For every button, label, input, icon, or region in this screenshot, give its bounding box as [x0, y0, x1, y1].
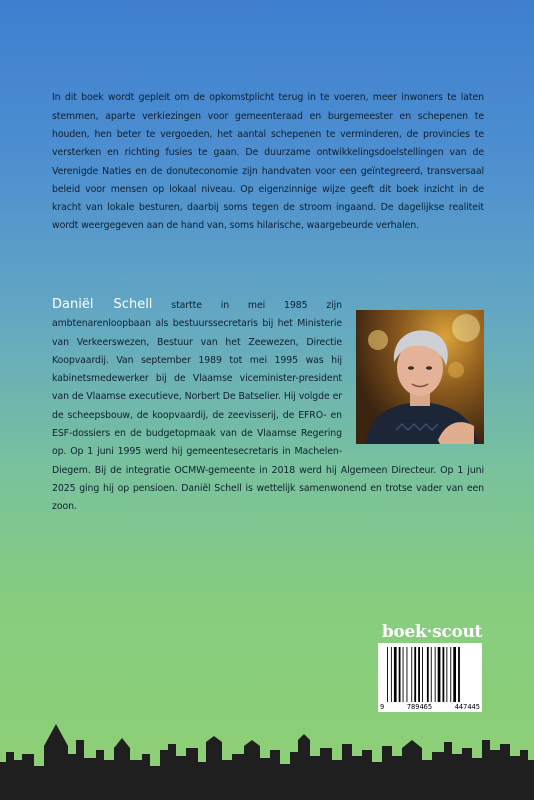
author-name: Daniël Schell [52, 297, 153, 312]
author-bio [52, 296, 484, 517]
barcode-bar [458, 647, 460, 702]
author-portrait [356, 310, 484, 444]
barcode-bar [438, 647, 441, 702]
blurb-text: In dit boek wordt gepleit om de opkomstplicht terug in te voeren, meer inwoners te laten stemmen, aparte verkiezingen voor gemeenteraad en burgemeester en schepenen te houden, hen beter te vergoeden, het aantal schepenen te verminderen, de provincies te versterken en richting fusies te gaan. De duurzame ontwikkelingsdoelstellingen van de Verenigde Naties en de donuteconomie zijn handvaten voor een geïntegreerd, transversaal beleid voor mensen op lokaal niveau. Op eigenzinnige wijze geeft dit boek inzicht in de kracht van lokale besturen, daarbij soms tegen de stroom ingaand. De dagelijkse realiteit wordt weergegeven aan de hand van, soms hilarische, waargebeurde verhalen. [52, 92, 484, 232]
barcode-bar [422, 647, 423, 702]
publisher-logo: boek·scout [381, 622, 483, 642]
barcode-bar [394, 647, 397, 702]
barcode-bar [411, 647, 412, 702]
isbn-barcode [378, 643, 482, 712]
barcode-right-digits: 447445 [454, 703, 480, 711]
barcode-bar [453, 647, 456, 702]
author-portrait-icon [356, 310, 484, 444]
barcode-bar [387, 647, 388, 702]
barcode-bar [446, 647, 447, 702]
barcode-bar [427, 647, 429, 702]
barcode-bar [443, 647, 445, 702]
barcode-bar [431, 647, 432, 702]
barcode-bar [391, 647, 392, 702]
barcode-bar [407, 647, 408, 702]
barcode-first-digit: 9 [380, 703, 385, 711]
city-skyline-silhouette-icon [0, 710, 534, 800]
barcode-bar [435, 647, 436, 702]
barcode-bar [450, 647, 451, 702]
barcode-icon [387, 647, 477, 702]
barcode-bar [403, 647, 404, 702]
barcode-left-digits: 789465 [406, 703, 433, 711]
barcode-bar [399, 647, 401, 702]
barcode-bar [414, 647, 416, 702]
author-bio-text: startte in mei 1985 zijn ambtenarenloopbaan als bestuurssecretaris bij het Ministerie van Verkeerswezen, Bestuur van het Zeewezen, Directie Koopvaardij. Van september 1989 tot mei 1995 was hij kabinetsmedewerker bij de Vlaamse viceminister-president van de Vlaamse executieve, Norbert De Batselier. Hij volgde er de scheepsbouw, de koopvaardij, de zeevisserij, de EFRO- en ESF-dossiers en de budgetopmaak van de Vlaamse Regering op. Op 1 juni 1995 werd hij gemeentesecretaris in Machelen-Diegem. Bij de integratie OCMW-gemeente in 2018 werd hij Algemeen Directeur. Op 1 juni 2025 ging hij op pensioen. Daniël Schell is wettelijk samenwonend en trotse vader van een zoon. [52, 300, 484, 513]
barcode-bar [418, 647, 420, 702]
